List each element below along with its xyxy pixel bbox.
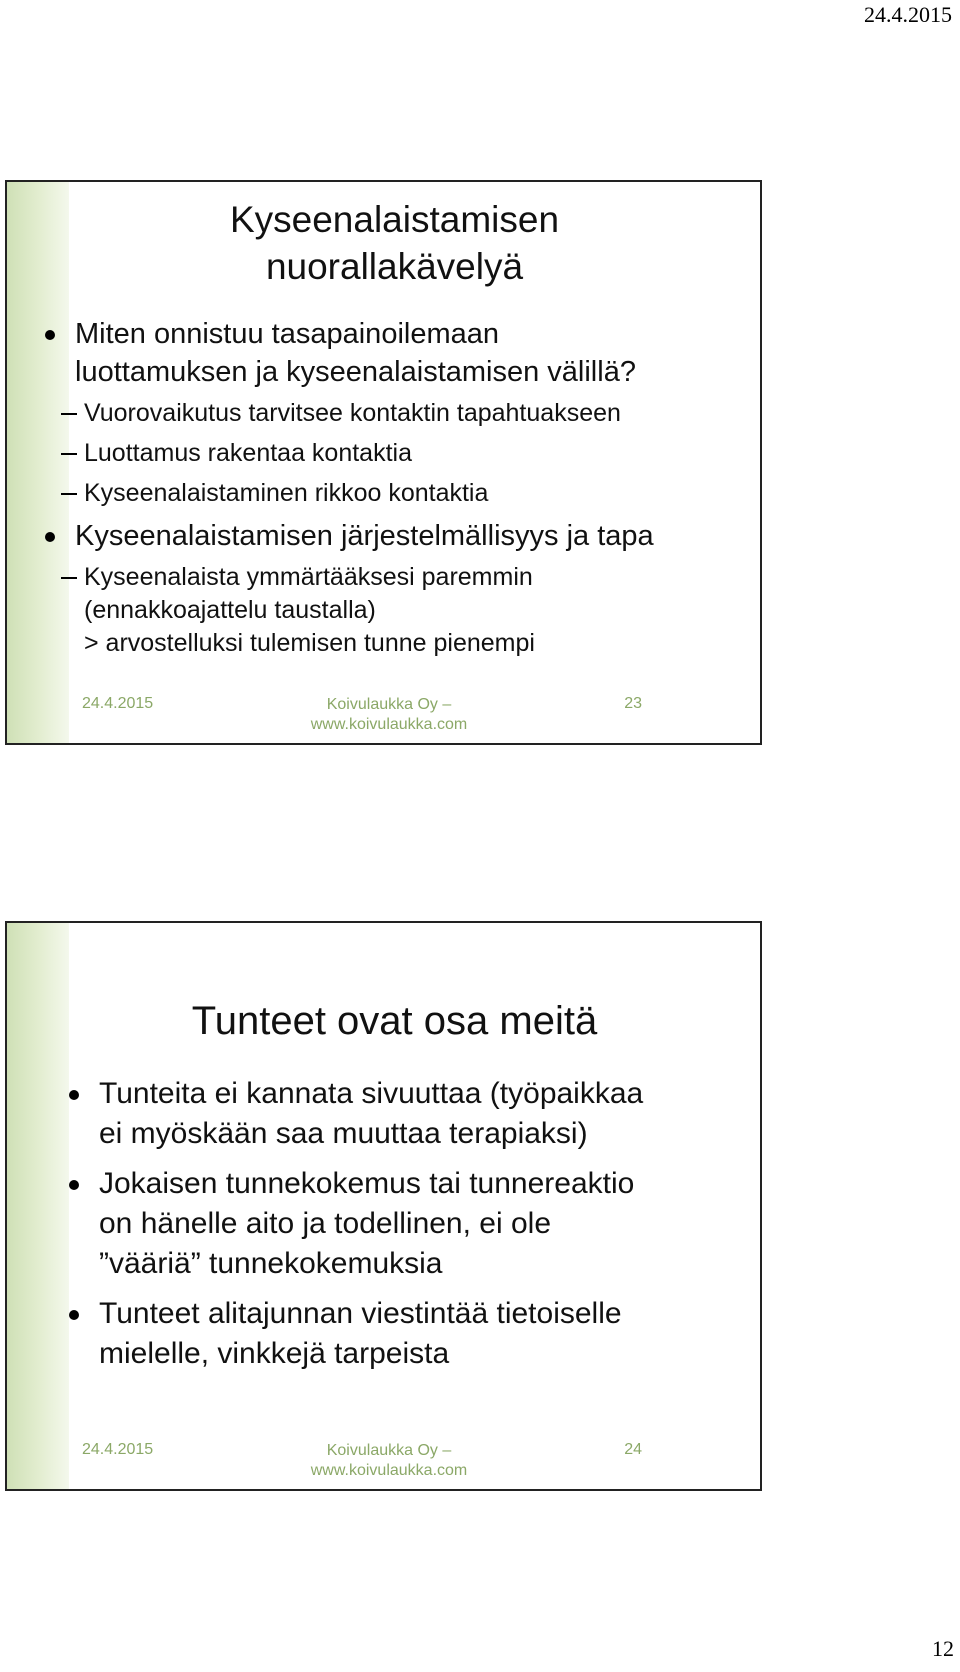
slide-title: Tunteet ovat osa meitä [191, 999, 598, 1043]
slide-title [69, 196, 720, 290]
bullet-item [69, 1164, 740, 1284]
footer-url: www.koivulaukka.com [310, 716, 468, 733]
bullet-dot-icon [69, 1090, 79, 1100]
bullet-item [69, 1074, 740, 1154]
footer-date: 24.4.2015 [82, 1441, 154, 1458]
page-header-date: 24.4.2015 [864, 2, 952, 27]
bullet-list [45, 315, 750, 667]
footer-url: www.koivulaukka.com [310, 1462, 468, 1479]
bullet-text-line: on hänelle aito ja todellinen, ei ole [99, 1207, 552, 1240]
dash-icon [61, 493, 77, 495]
footer-org: Koivulaukka Oy – [326, 1442, 452, 1459]
slide-footer [69, 695, 760, 735]
sub-bullet-text-line: (ennakkoajattelu taustalla) [84, 596, 376, 624]
slide-number: 23 [624, 695, 642, 712]
page-number: 12 [932, 1636, 954, 1661]
sub-bullet-text: Vuorovaikutus tarvitsee kontaktin tapahtuakseen [84, 399, 621, 427]
bullet-list [69, 1074, 740, 1384]
bullet-dot-icon [69, 1310, 79, 1320]
sub-bullet-item [17, 397, 750, 430]
bullet-dot-icon [45, 330, 55, 340]
bullet-item [45, 315, 750, 391]
bullet-item [69, 1294, 740, 1374]
slide-number: 24 [624, 1441, 642, 1458]
slide-footer [69, 1441, 760, 1481]
bullet-dot-icon [69, 1180, 79, 1190]
sub-bullet-text: Kyseenalaistaminen rikkoo kontaktia [84, 479, 489, 507]
dash-icon [61, 577, 77, 579]
footer-company [269, 1441, 509, 1481]
bullet-dot-icon [45, 532, 55, 542]
bullet-text-line: mielelle, vinkkejä tarpeista [99, 1337, 450, 1370]
bullet-text-line: Miten onnistuu tasapainoilemaan [75, 318, 499, 350]
sub-bullet-item [17, 437, 750, 470]
bullet-text-line: luottamuksen ja kyseenalaistamisen välillä? [75, 356, 636, 388]
slide-title-line: Kyseenalaistamisen [229, 199, 560, 240]
sub-bullet-item [17, 477, 750, 510]
slide-title-line: nuorallakävelyä [265, 246, 524, 287]
dash-icon [61, 453, 77, 455]
bullet-text-line: ei myöskään saa muuttaa terapiaksi) [99, 1117, 588, 1150]
sub-bullet-text: Luottamus rakentaa kontaktia [84, 439, 412, 467]
bullet-text-line: Jokaisen tunnekokemus tai tunnereaktio [99, 1167, 635, 1200]
dash-icon [61, 413, 77, 415]
sub-bullet-item [17, 561, 750, 660]
footer-company [269, 695, 509, 735]
footer-date: 24.4.2015 [82, 695, 154, 712]
bullet-item [45, 517, 750, 555]
bullet-text-line: Kyseenalaistamisen järjestelmällisyys ja tapa [75, 520, 654, 552]
bullet-text-line: Tunteet alitajunnan viestintää tietoiselle [99, 1297, 622, 1330]
bullet-text-line: ”vääriä” tunnekokemuksia [99, 1247, 443, 1280]
sub-bullet-text-line: Kyseenalaista ymmärtääksesi paremmin [84, 563, 533, 591]
bullet-text-line: Tunteita ei kannata sivuuttaa (työpaikkaa [99, 1077, 644, 1110]
sub-bullet-text-line: > arvostelluksi tulemisen tunne pienempi [84, 629, 535, 657]
slide-24 [5, 921, 762, 1491]
slide-23 [5, 180, 762, 745]
footer-org: Koivulaukka Oy – [326, 696, 452, 713]
